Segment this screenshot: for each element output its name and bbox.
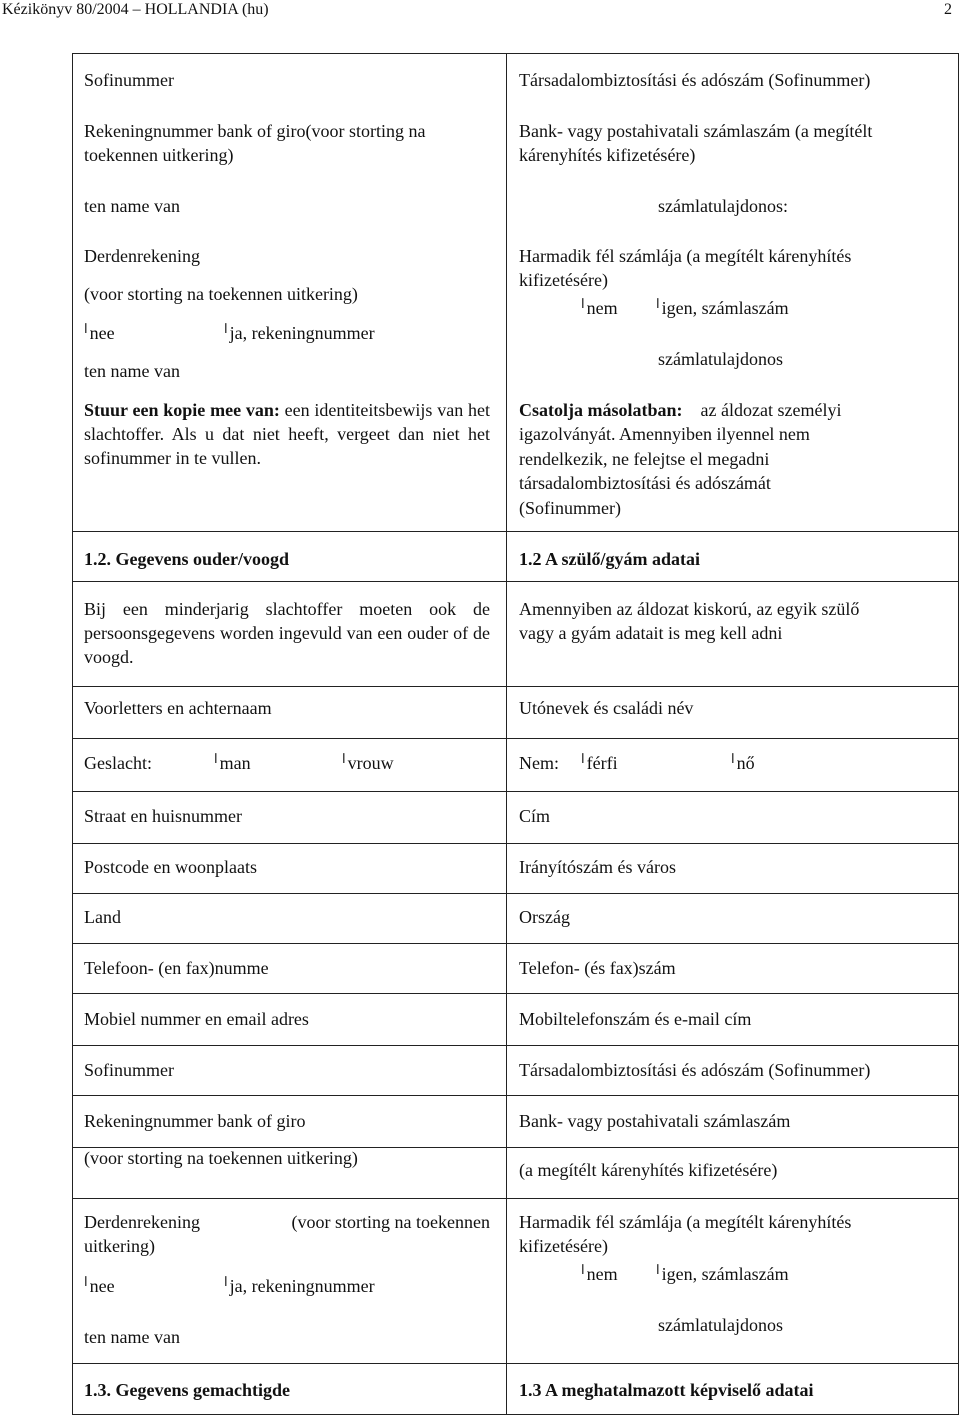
checkbox-icon: ا [84,1274,88,1289]
szamlatulajdonos-label-2: számlatulajdonos [658,349,783,369]
bankszamla-label-line2: kárenyhítés kifizetésére) [519,145,696,165]
ferfi-checkbox[interactable]: $^ا$ férfi [581,751,618,773]
telefon-label: Telefon- (és fax)szám [519,958,676,978]
straat-label: Straat en huisnummer [84,806,242,826]
document-title: Kézikönyv 80/2004 – HOLLANDIA (hu) [2,1,269,18]
checkbox-icon: ا [224,321,228,336]
ten-name-van-label-2: ten name van [84,361,180,381]
harmadik-fel-label-2-line1: Harmadik fél számlája (a megítélt kárenyhítés [519,1212,852,1232]
csatolja-note-line2: igazolványát. Amennyiben ilyennel nem [519,424,810,444]
derdenrekening-label-2: Derdenrekening (voor storting na toekennen [84,1212,490,1232]
bankszamla-label-line1: Bank- vagy postahivatali számlaszám (a megítélt [519,121,873,141]
rekening-sub-3: (voor storting na toekennen uitkering) [84,1148,358,1168]
ja-checkbox[interactable]: $^ا$ ja, rekeningnummer [224,321,375,343]
orszag-label: Ország [519,907,570,927]
harmadik-fel-label-line2: kifizetésére) [519,270,608,290]
nee-checkbox[interactable]: $^ا$ nee [84,321,115,343]
checkbox-icon: ا [656,1262,660,1277]
sofinummer-label: Sofinummer [84,70,174,90]
kiskoru-intro-line1: Amennyiben az áldozat kiskorú, az egyik szülő [519,599,860,619]
csatolja-note-line5: (Sofinummer) [519,498,621,518]
harmadik-fel-label-2-line2: kifizetésére) [519,1236,608,1256]
checkbox-icon: ا [342,751,346,766]
sofinummer-label-2: Sofinummer [84,1060,174,1080]
nem-checkbox[interactable]: $^ا$ nem [581,296,618,318]
checkbox-icon: ا [581,296,585,311]
derdenrekening-sub: (voor storting na toekennen uitkering) [84,284,358,304]
nem-checkbox-2[interactable]: $^ا$ nem [581,1262,618,1284]
stuur-kopie-note: Stuur een kopie mee van: een identiteitsbewijs van het slachtoffer. Als u dat niet heeft, vergeet dan niet het sofinummer in te vullen. [84,400,490,468]
szamlatulajdonos-label: számlatulajdonos: [658,196,788,216]
section-1-3-heading-nl: 1.3. Gegevens gemachtigde [84,1380,290,1400]
checkbox-icon: ا [581,1262,585,1277]
csatolja-note-line1: Csatolja másolatban: az áldozat személyi [519,400,842,420]
tb-adoszam-label-2: Társadalombiztosítási és adószám (Sofinummer) [519,1060,871,1080]
ten-name-van-label-3: ten name van [84,1327,180,1347]
postcode-label: Postcode en woonplaats [84,857,257,877]
iranyitoszam-label: Irányítószám és város [519,857,676,877]
rekening-label-line1: Rekeningnummer bank of giro(voor storting na [84,121,426,141]
checkbox-icon: ا [731,751,735,766]
checkbox-icon: ا [84,321,88,336]
ten-name-van-label: ten name van [84,196,180,216]
bankszamla-sub-3: (a megítélt kárenyhítés kifizetésére) [519,1160,778,1180]
page-header [0,0,960,22]
csatolja-note-line3: rendelkezik, ne felejtse el megadni [519,449,770,469]
szamlatulajdonos-label-3: számlatulajdonos [658,1315,783,1335]
geslacht-label: Geslacht: [84,753,152,773]
kiskoru-intro-line2: vagy a gyám adatait is meg kell adni [519,623,783,643]
tb-adoszam-label: Társadalombiztosítási és adószám (Sofinummer) [519,70,871,90]
utonevek-label: Utónevek és családi név [519,698,694,718]
checkbox-icon: ا [656,296,660,311]
nee-checkbox-2[interactable]: $^ا$ nee [84,1274,115,1296]
rekening-label-3: Rekeningnummer bank of giro [84,1111,306,1131]
igen-checkbox[interactable]: $^ا$ igen, számlaszám [656,296,789,318]
checkbox-icon: ا [224,1274,228,1289]
section-1-3-heading-hu: 1.3 A meghatalmazott képviselő adatai [519,1380,814,1400]
man-checkbox[interactable]: $^ا$ man [214,751,251,773]
harmadik-fel-label-line1: Harmadik fél számlája (a megítélt kárenyhítés [519,246,852,266]
section-1-2-heading-nl: 1.2. Gegevens ouder/voogd [84,549,289,569]
no-checkbox[interactable]: $^ا$ nő [731,751,755,773]
mobiel-label: Mobiel nummer en email adres [84,1009,309,1029]
telefoon-label: Telefoon- (en fax)numme [84,958,269,978]
minderjarig-intro: Bij een minderjarig slachtoffer moeten ook de persoonsgegevens worden ingevuld van een ouder of de voogd. [84,599,490,667]
page-number: 2 [944,1,952,18]
nem-label: Nem: [519,753,559,773]
checkbox-icon: ا [581,751,585,766]
csatolja-note-line4: társadalombiztosítási és adószámát [519,473,771,493]
mobiltelefon-label: Mobiltelefonszám és e-mail cím [519,1009,752,1029]
vrouw-checkbox[interactable]: $^ا$ vrouw [342,751,394,773]
rekening-label-line2: toekennen uitkering) [84,145,234,165]
igen-checkbox-2[interactable]: $^ا$ igen, számlaszám [656,1262,789,1284]
voorletters-label: Voorletters en achternaam [84,698,272,718]
checkbox-icon: ا [214,751,218,766]
bankszamla-label-3: Bank- vagy postahivatali számlaszám [519,1111,791,1131]
derdenrekening-label: Derdenrekening [84,246,200,266]
land-label: Land [84,907,121,927]
ja-checkbox-2[interactable]: $^ا$ ja, rekeningnummer [224,1274,375,1296]
derdenrekening-label-2-line2: uitkering) [84,1236,155,1256]
section-1-2-heading-hu: 1.2 A szülő/gyám adatai [519,549,701,569]
cim-label: Cím [519,806,551,826]
